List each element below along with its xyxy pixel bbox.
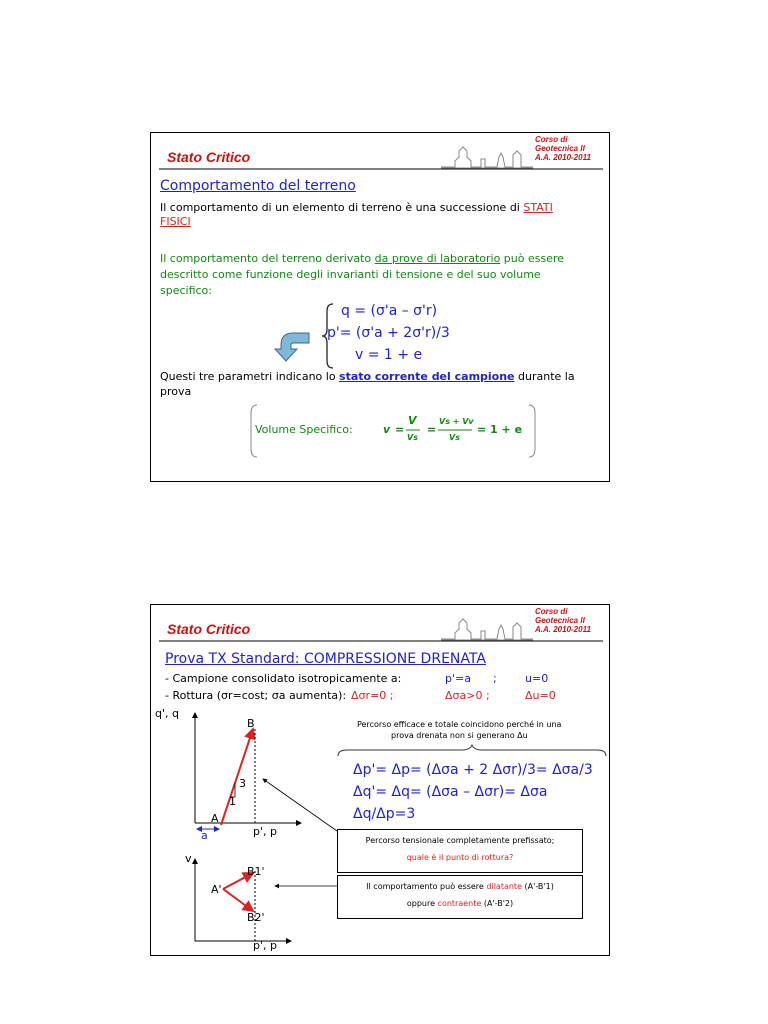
equation-ratio: Δq/Δp=3	[353, 806, 416, 822]
line-2-value-2: Δσa>0 ;	[445, 689, 490, 702]
note-line-2: prova drenata non si generano Δu	[391, 731, 528, 740]
slope-3-label: 3	[239, 777, 246, 790]
slide-header	[151, 133, 609, 171]
slide-1	[150, 132, 610, 482]
point-b-label: B	[247, 717, 255, 730]
fraction-2-numerator: Vs + Vv	[439, 417, 474, 426]
equation-delta-q: Δq'= Δq= (Δσa – Δσr)= Δσa	[353, 784, 548, 800]
fraction-1-denominator: Vs	[407, 433, 418, 442]
header-rule	[151, 133, 609, 173]
paragraph-1: Il comportamento di un elemento di terreno è una successione di STATI	[160, 201, 553, 214]
equation-q: q = (σ'a – σ'r)	[341, 303, 438, 319]
line-1-separator: ;	[493, 672, 497, 685]
fraction-1-numerator: V	[408, 414, 417, 427]
equation-v: v = 1 + e	[355, 347, 423, 363]
paragraph-2-line-3: specifico:	[160, 284, 212, 297]
point-a-offset-label: a	[201, 829, 208, 842]
slide-header	[151, 605, 609, 643]
axis-label-p-top: p', p	[253, 825, 277, 838]
equation-delta-p: Δp'= Δp= (Δσa + 2 Δσr)/3= Δσa/3	[353, 762, 593, 778]
slide-title: Stato Critico	[167, 621, 251, 637]
slide-2	[150, 604, 610, 956]
slope-1-label: 1	[229, 795, 236, 808]
course-info: Corso di Geotecnica II A.A. 2010-2011	[535, 607, 591, 634]
axis-label-v: v	[185, 852, 192, 865]
point-b2-label: B2'	[247, 911, 265, 924]
callout-arrow-1	[259, 773, 339, 873]
paragraph-3-line-1: Questi tre parametri indicano lo stato corrente del campione durante la	[160, 370, 575, 383]
slide-title: Stato Critico	[167, 149, 251, 165]
header-rule	[151, 605, 609, 645]
point-a-prime-label: A'	[211, 883, 222, 896]
fraction-2-denominator: Vs	[449, 433, 460, 442]
paragraph-2-line-2: descritto come funzione degli invarianti di tensione e del suo volume	[160, 268, 541, 281]
stati-fisici-term: FISICI	[160, 215, 191, 228]
axis-label-p-bottom: p', p	[253, 939, 277, 952]
equals-sign: =	[395, 423, 405, 436]
line-1-label: - Campione consolidato isotropicamente a:	[165, 672, 402, 685]
equation-p: p'= (σ'a + 2σ'r)/3	[327, 325, 450, 341]
line-1-value-2: u=0	[525, 672, 549, 685]
point-a-label: A	[211, 812, 219, 825]
point-b1-label: B1'	[247, 865, 265, 878]
line-2-value-3: Δu=0	[525, 689, 556, 702]
equals-sign-2: =	[427, 423, 437, 436]
note-line-1: Percorso efficace e totale coincidono perché in una	[357, 720, 562, 729]
fraction-1-bar	[406, 429, 420, 431]
volume-symbol: v	[383, 423, 391, 436]
course-info: Corso di Geotecnica II A.A. 2010-2011	[535, 135, 591, 162]
note-brace	[337, 745, 607, 757]
volume-rhs: = 1 + e	[477, 423, 523, 436]
axis-label-q: q', q	[155, 707, 179, 720]
line-2-label: - Rottura (σr=cost; σa aumenta):	[165, 689, 347, 702]
curved-arrow-icon	[275, 327, 315, 367]
fraction-2-bar	[438, 429, 472, 431]
paragraph-3-line-2: prova	[160, 385, 192, 398]
callout-box-failure: Percorso tensionale completamente prefissato; quale è il punto di rottura?	[337, 829, 583, 873]
section-heading: Prova TX Standard: COMPRESSIONE DRENATA	[165, 651, 486, 667]
line-2-value-1: Δσr=0 ;	[351, 689, 394, 702]
section-heading: Comportamento del terreno	[160, 178, 356, 194]
volume-label: Volume Specifico:	[255, 423, 353, 436]
callout-box-behaviour: Il comportamento può essere dilatante (A'-B'1) oppure contraente (A'-B'2)	[337, 875, 583, 919]
line-1-value-1: p'=a	[445, 672, 471, 685]
paragraph-2-line-1: Il comportamento del terreno derivato da prove di laboratorio può essere	[160, 252, 565, 265]
